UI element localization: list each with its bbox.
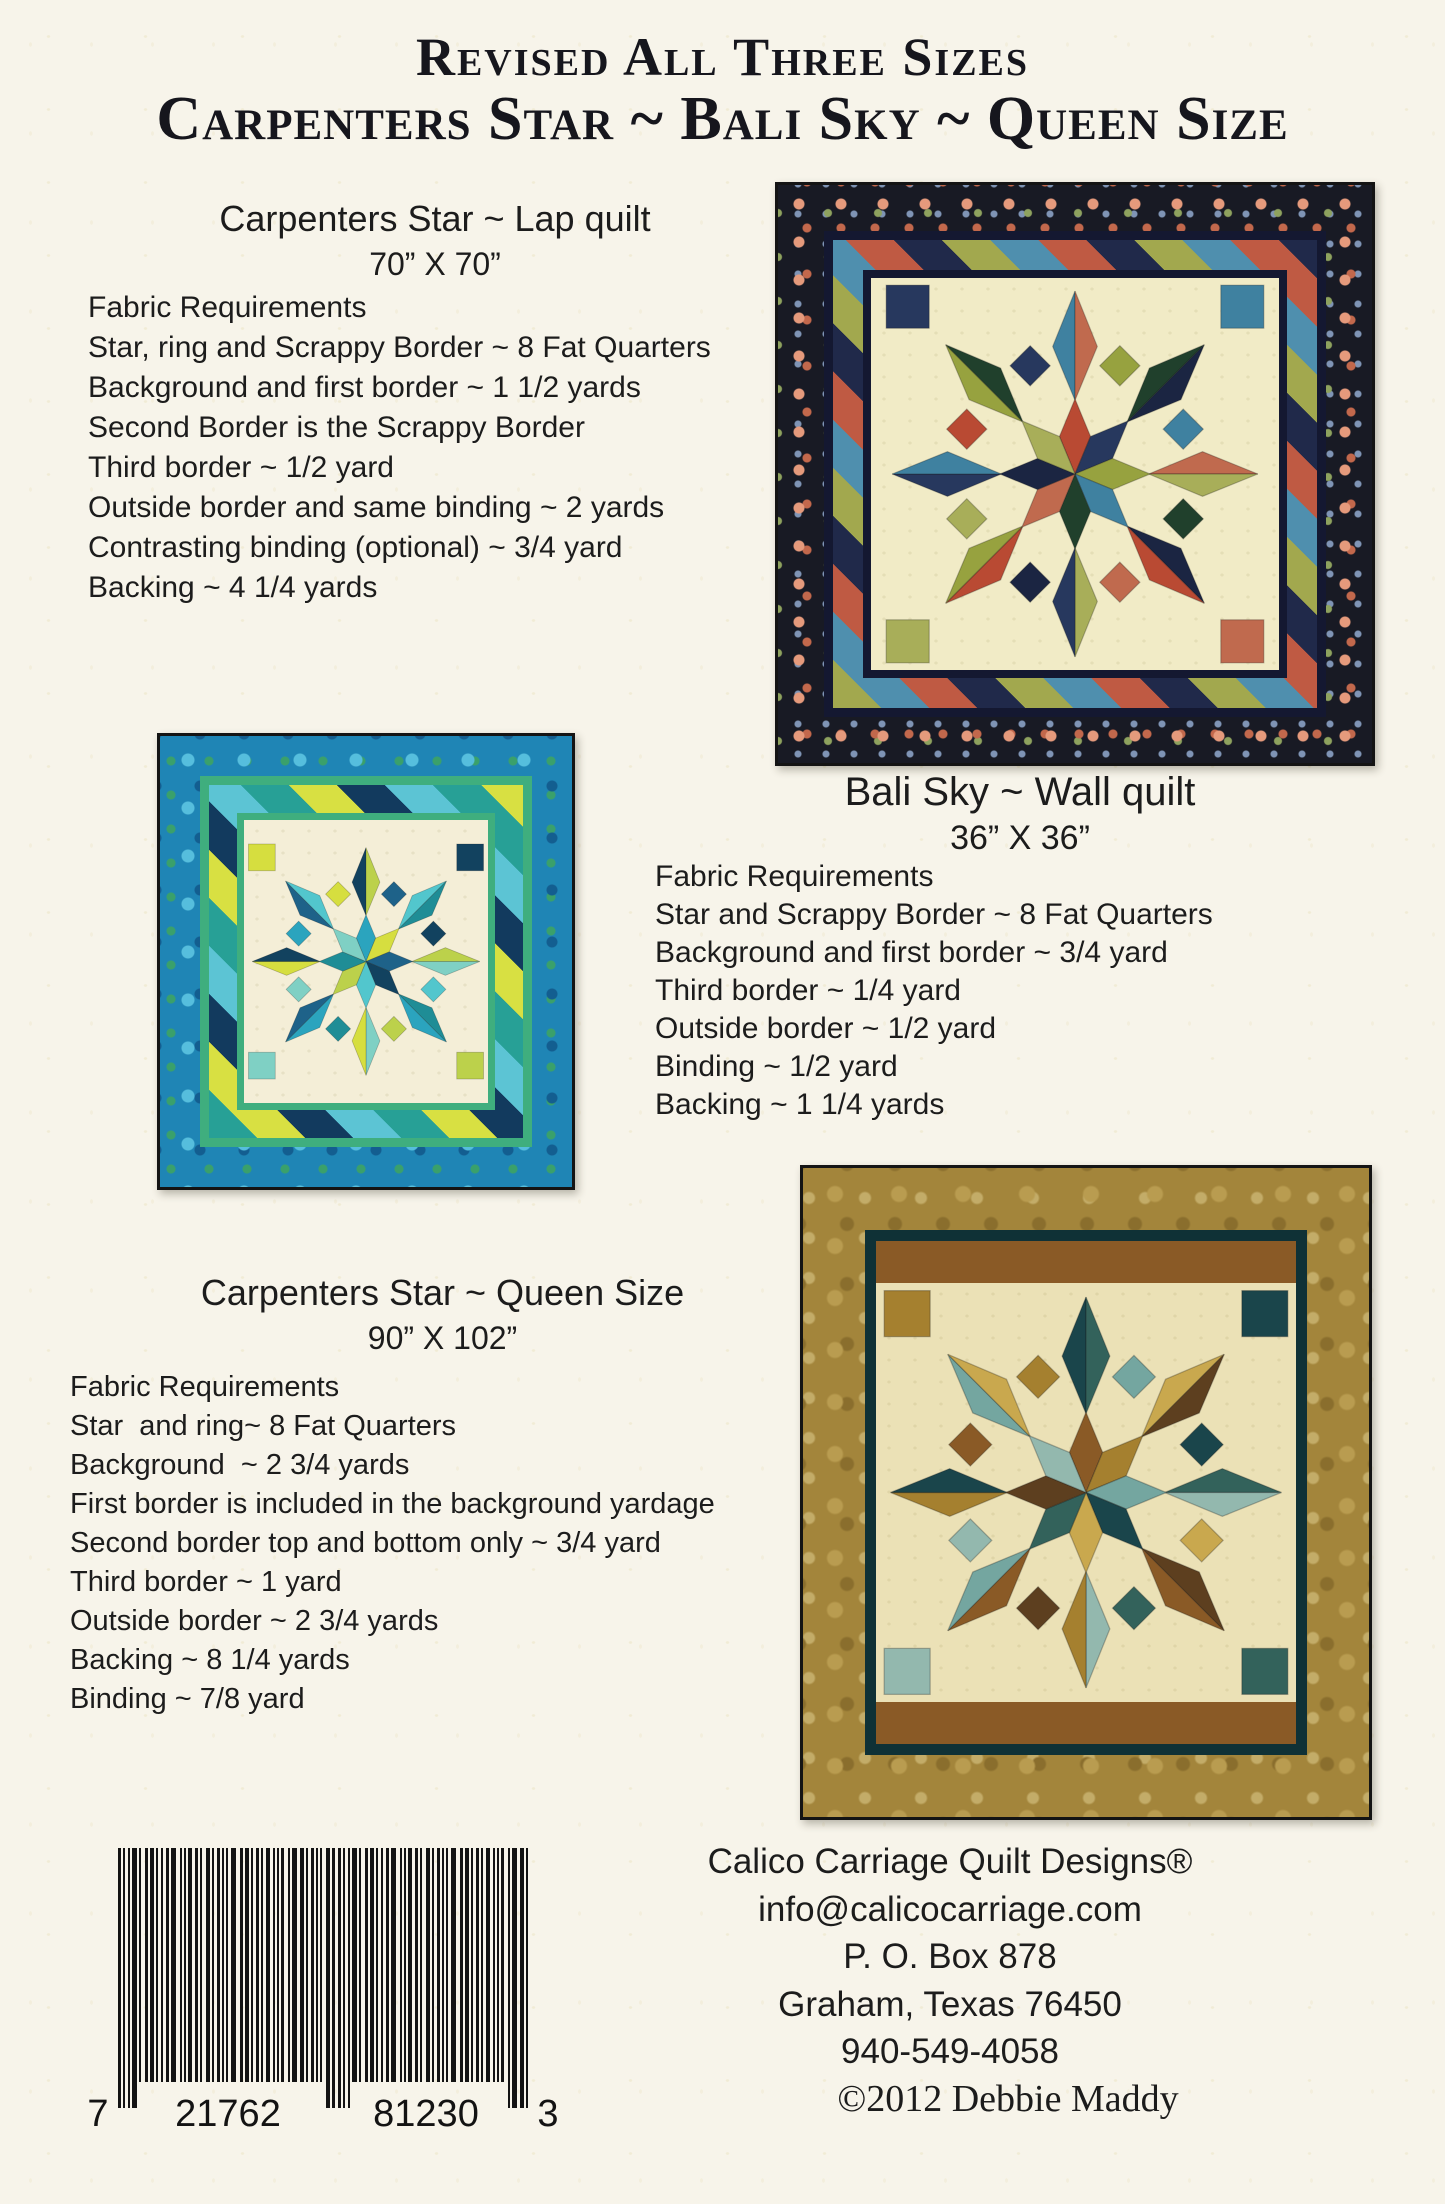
lap-heading: Carpenters Star ~ Lap quilt [219, 198, 651, 239]
publisher-contact-block [640, 1838, 1260, 2123]
bali-quilt-photo [157, 733, 575, 1190]
upc-barcode [78, 1846, 560, 2138]
requirement-line: Third border ~ 1 yard [70, 1566, 342, 1598]
queen-dark-line-border [865, 1230, 1307, 1755]
queen-heading: Carpenters Star ~ Queen Size [200, 1272, 685, 1313]
queen-size: 90” X 102” [367, 1320, 518, 1356]
requirement-line: Outside border ~ 1/2 yard [655, 1012, 997, 1045]
company-name: Calico Carriage Quilt Designs® [707, 1842, 1193, 1881]
requirement-line: Contrasting binding (optional) ~ 3/4 yard [88, 531, 623, 564]
bali-quilt-field [237, 813, 495, 1110]
barcode-digit-group-1: 21762 [175, 2093, 281, 2135]
bali-scrappy-border [209, 785, 523, 1138]
barcode-digit-left: 7 [87, 2093, 109, 2135]
queen-requirements-list [70, 1407, 715, 1719]
bali-size: 36” X 36” [950, 819, 1090, 857]
queen-gold-border [803, 1168, 1369, 1817]
carpenter-star-graphic [244, 820, 488, 1103]
requirement-line: Binding ~ 1/2 yard [655, 1050, 898, 1083]
bali-requirements-title: Fabric Requirements [655, 860, 934, 893]
requirement-line: Third border ~ 1/2 yard [88, 451, 394, 484]
lap-section-header [150, 198, 720, 283]
title-line-1: Revised All Three Sizes [415, 27, 1030, 87]
bali-requirements [655, 858, 1213, 1124]
contact-city-state-zip: Graham, Texas 76450 [778, 1984, 1122, 2024]
lap-floral-border [778, 185, 1372, 763]
contact-email: info@calicocarriage.com [758, 1889, 1142, 1929]
requirement-line: Backing ~ 8 1/4 yards [70, 1644, 350, 1676]
requirement-line: Outside border and same binding ~ 2 yards [88, 491, 665, 524]
lap-requirements-title: Fabric Requirements [88, 291, 367, 324]
requirement-line: Background and first border ~ 1 1/2 yards [88, 371, 641, 404]
lap-size: 70” X 70” [369, 246, 501, 282]
carpenter-star-graphic [876, 1283, 1296, 1702]
requirement-line: Background and first border ~ 3/4 yard [655, 936, 1168, 969]
bali-heading: Bali Sky ~ Wall quilt [844, 770, 1196, 814]
requirement-line: Star and ring~ 8 Fat Quarters [70, 1410, 457, 1442]
requirement-line: Second Border is the Scrappy Border [88, 411, 585, 444]
requirement-line: First border is included in the background yardage [70, 1488, 715, 1520]
lap-requirements [88, 288, 711, 608]
upc-barcode-graphic [78, 1846, 560, 2138]
requirement-line: Star and Scrappy Border ~ 8 Fat Quarters [655, 898, 1213, 931]
contact-phone: 940-549-4058 [841, 2032, 1059, 2071]
barcode-digit-check: 3 [537, 2093, 559, 2135]
lap-quilt-field [863, 270, 1287, 678]
requirement-line: Binding ~ 7/8 yard [70, 1683, 305, 1715]
requirement-line: Outside border ~ 2 3/4 yards [70, 1605, 439, 1637]
requirement-line: Third border ~ 1/4 yard [655, 974, 961, 1007]
queen-requirements-title: Fabric Requirements [70, 1371, 340, 1403]
copyright-line: ©2012 Debbie Maddy [837, 2077, 1179, 2120]
requirement-line: Star, ring and Scrappy Border ~ 8 Fat Quarters [88, 331, 711, 364]
title-line-2: Carpenters Star ~ Bali Sky ~ Queen Size [156, 85, 1289, 153]
bali-section-header [700, 770, 1340, 858]
queen-quilt-photo [800, 1165, 1372, 1820]
lap-scrappy-border [833, 240, 1317, 708]
requirement-line: Background ~ 2 3/4 yards [70, 1449, 410, 1481]
requirement-line: Second border top and bottom only ~ 3/4 yard [70, 1527, 661, 1559]
lap-requirements-list [88, 328, 711, 608]
bali-inner-line-border [200, 776, 532, 1147]
queen-section-header [150, 1272, 735, 1357]
queen-requirements [70, 1368, 715, 1719]
bali-batik-border [160, 736, 572, 1187]
lap-inner-line-border [824, 231, 1326, 717]
contact-po-box: P. O. Box 878 [843, 1937, 1057, 1976]
requirement-line: Backing ~ 1 1/4 yards [655, 1088, 945, 1121]
bali-requirements-list [655, 896, 1213, 1124]
carpenter-star-graphic [871, 278, 1279, 670]
queen-quilt-field [876, 1241, 1296, 1744]
requirement-line: Backing ~ 4 1/4 yards [88, 571, 378, 604]
lap-quilt-photo [775, 182, 1375, 766]
barcode-digit-group-2: 81230 [373, 2093, 479, 2135]
